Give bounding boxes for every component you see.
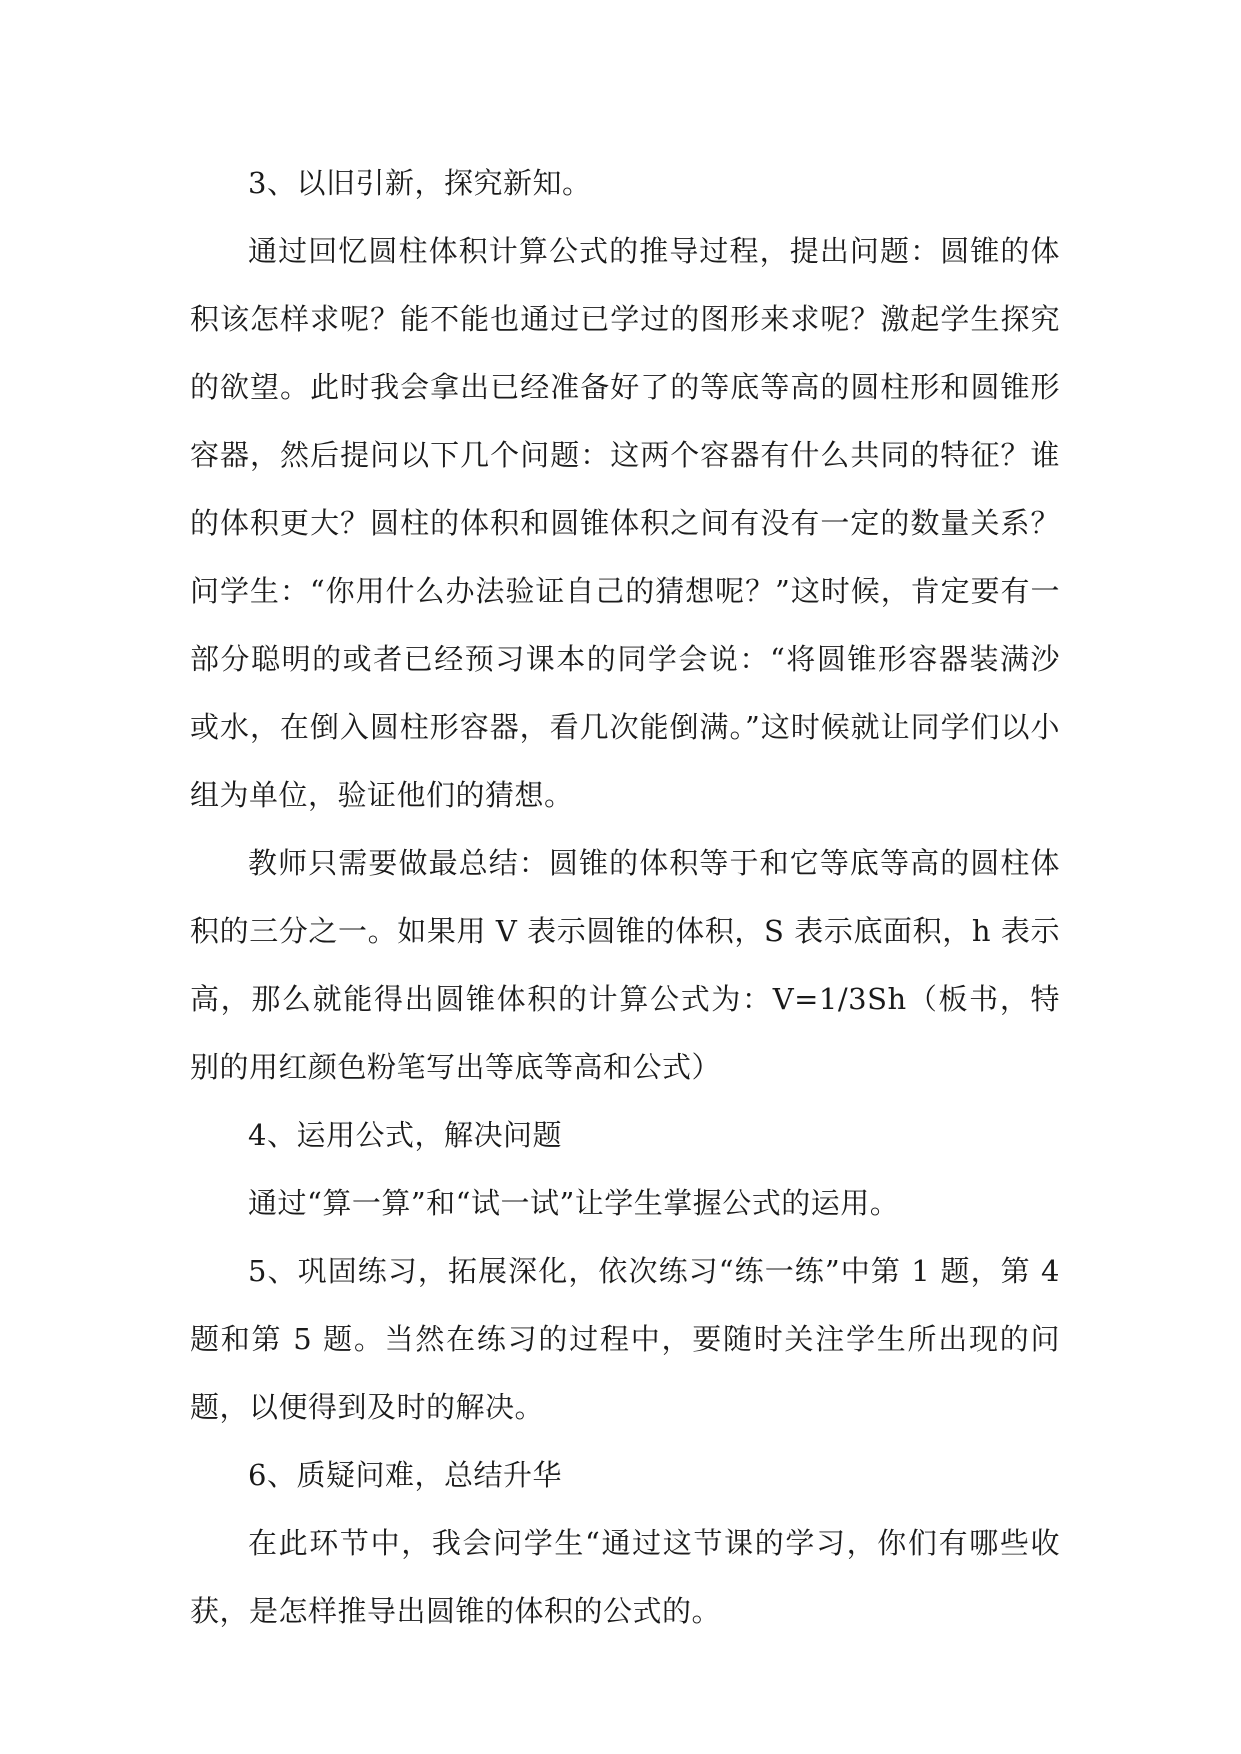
section-heading-4: 4、运用公式，解决问题 — [248, 1118, 562, 1152]
paragraph-apply-formula: 通过“算一算”和“试一试”让学生掌握公式的运用。 — [248, 1186, 900, 1220]
section-heading-3: 3、以旧引新，探究新知。 — [248, 166, 592, 200]
paragraph-practice: 5、巩固练习，拓展深化，依次练习“练一练”中第 1 题，第 4 题和第 5 题。当然在练习的过程中，要随时关注学生所出现的问题，以便得到及时的解决。 — [190, 1254, 1060, 1424]
paragraph-reflection: 在此环节中，我会问学生“通过这节课的学习，你们有哪些收获，是怎样推导出圆锥的体积的公式的。 — [190, 1526, 1060, 1628]
section-heading-6: 6、质疑问难，总结升华 — [248, 1458, 562, 1492]
paragraph-teacher-summary: 教师只需要做最总结：圆锥的体积等于和它等底等高的圆柱体积的三分之一。如果用 V 表示圆锥的体积，S 表示底面积，h 表示高，那么就能得出圆锥体积的计算公式为：V=1/3Sh（板书，特别的用红颜色粉笔写出等底等高和公式） — [190, 846, 1060, 1084]
document-body — [190, 149, 1060, 1645]
paragraph-cone-volume-inquiry: 通过回忆圆柱体积计算公式的推导过程，提出问题：圆锥的体积该怎样求呢？能不能也通过已学过的图形来求呢？激起学生探究的欲望。此时我会拿出已经准备好了的等底等高的圆柱形和圆锥形容器，然后提问以下几个问题：这两个容器有什么共同的特征？谁的体积更大？圆柱的体积和圆锥体积之间有没有一定的数量关系？问学生：“你用什么办法验证自己的猜想呢？”这时候，肯定要有一部分聪明的或者已经预习课本的同学会说：“将圆锥形容器装满沙或水，在倒入圆柱形容器，看几次能倒满。”这时候就让同学们以小组为单位，验证他们的猜想。 — [190, 234, 1060, 812]
